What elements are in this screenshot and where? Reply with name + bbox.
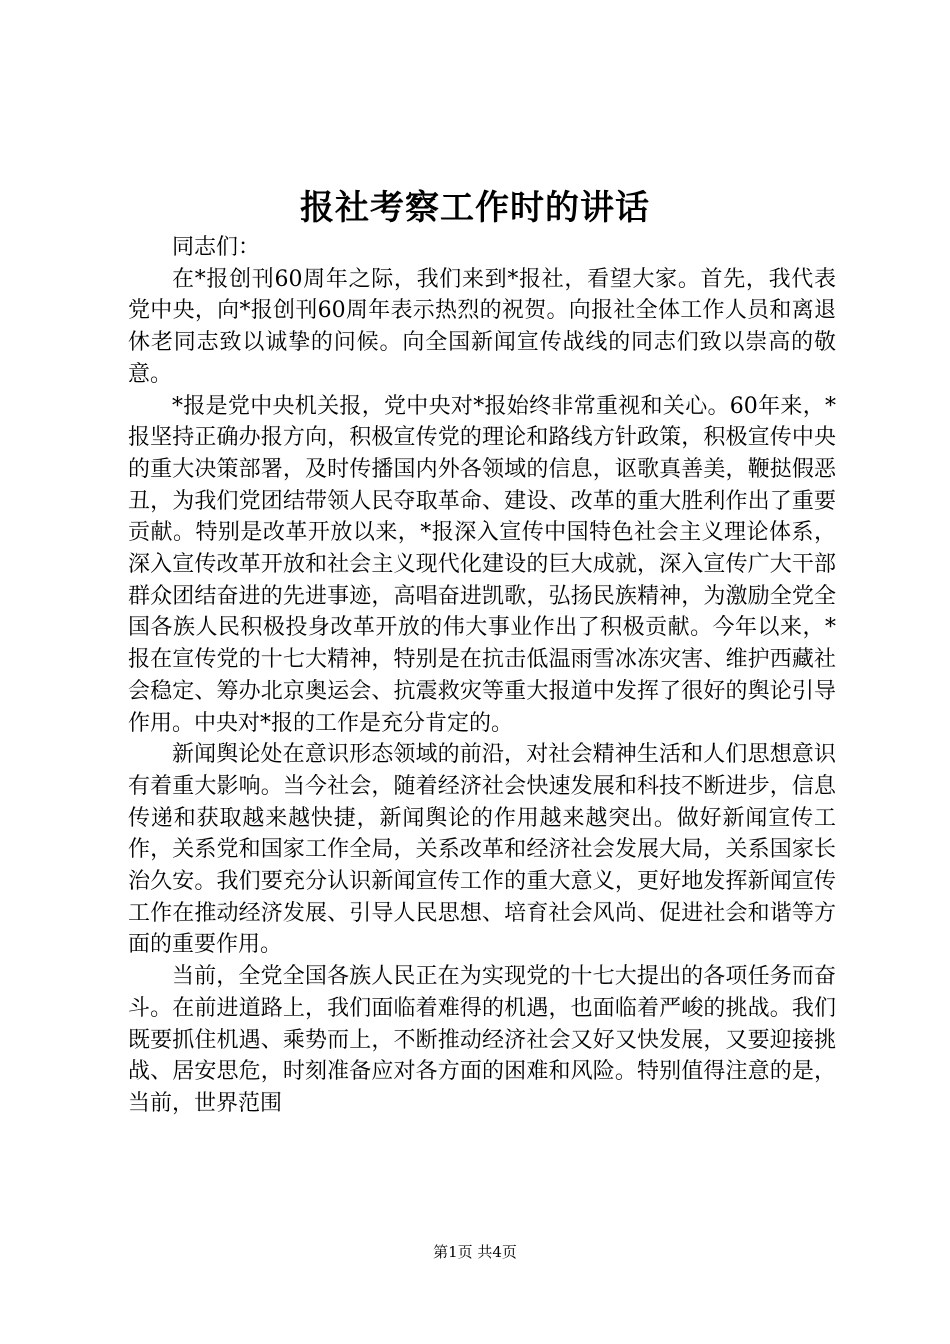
document-title: 报社考察工作时的讲话 [300,188,650,228]
paragraph: 当前，全党全国各族人民正在为实现党的十七大提出的各项任务而奋斗。在前进道路上，我们面临着难得的机遇，也面临着严峻的挑战。我们既要抓住机遇、乘势而上，不断推动经济社会又好又快发展，又要迎接挑战、居安思危，时刻准备应对各方面的困难和风险。特别值得注意的是，当前，世界范围 [128,964,836,1116]
paragraph: *报是党中央机关报，党中央对*报始终非常重视和关心。60年来，*报坚持正确办报方向，积极宣传党的理论和路线方针政策，积极宣传中央的重大决策部署，及时传播国内外各领域的信息，讴歌真善美，鞭挞假恶丑，为我们党团结带领人民夺取革命、建设、改革的重大胜利作出了重要贡献。特别是改革开放以来，*报深入宣传中国特色社会主义理论体系，深入宣传改革开放和社会主义现代化建设的巨大成就，深入宣传广大干部群众团结奋进的先进事迹，高唱奋进凯歌，弘扬民族精神，为激励全党全国各族人民积极投身改革开放的伟大事业作出了积极贡献。今年以来，*报在宣传党的十七大精神，特别是在抗击低温雨雪冰冻灾害、维护西藏社会稳定、筹办北京奥运会、抗震救灾等重大报道中发挥了很好的舆论引导作用。中央对*报的工作是充分肯定的。 [128,393,836,736]
paragraph: 新闻舆论处在意识形态领域的前沿，对社会精神生活和人们思想意识有着重大影响。当今社会，随着经济社会快速发展和科技不断进步，信息传递和获取越来越快捷，新闻舆论的作用越来越突出。做好新闻宣传工作，关系党和国家工作全局，关系改革和经济社会发展大局，关系国家长治久安。我们要充分认识新闻宣传工作的重大意义，更好地发挥新闻宣传工作在推动经济发展、引导人民思想、培育社会风尚、促进社会和谐等方面的重要作用。 [128,742,836,958]
salutation: 同志们： [172,235,261,260]
document-body [128,232,836,1120]
page-number-footer: 第1页 共4页 [433,1243,517,1261]
paragraph: 在*报创刊60周年之际，我们来到*报社，看望大家。首先，我代表党中央，向*报创刊60周年表示热烈的祝贺。向报社全体工作人员和离退休老同志致以诚挚的问候。向全国新闻宣传战线的同志们致以崇高的敬意。 [128,266,836,387]
